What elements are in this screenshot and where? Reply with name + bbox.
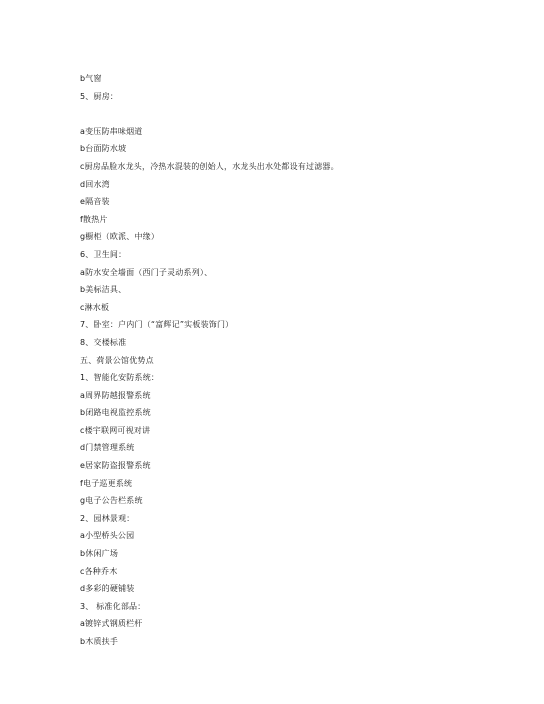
- list-item: a小型桥头公园: [80, 531, 135, 541]
- list-item: b闭路电视监控系统: [80, 408, 151, 418]
- list-item: g电子公告栏系统: [80, 496, 143, 506]
- section-heading: 1、智能化安防系统：: [80, 373, 160, 383]
- list-item: a防水安全墙面（西门子灵动系列）、: [80, 267, 213, 277]
- blank-line: [80, 105, 520, 123]
- list-item: c淋水板: [80, 302, 110, 312]
- list-item: f散热片: [80, 214, 108, 224]
- list-item: f电子巡更系统: [80, 478, 133, 488]
- text-line: b气窗: [80, 74, 102, 83]
- list-item: a镀锌式钢质栏杆: [80, 619, 143, 629]
- list-item: d门禁管理系统: [80, 443, 135, 453]
- list-item: b台面防水坡: [80, 144, 127, 154]
- list-item: a变压防串味烟道: [80, 126, 143, 136]
- list-item: d回水湾: [80, 179, 110, 189]
- list-item: c厨房品脸水龙头，冷热水混装的创始人，水龙头出水处都设有过滤器。: [80, 161, 339, 171]
- section-heading: 8、交楼标准: [80, 337, 127, 347]
- section-heading: 2、园林景观：: [80, 513, 135, 523]
- list-item: c各种乔木: [80, 566, 118, 576]
- section-heading: 6、卫生间：: [80, 249, 127, 259]
- chapter-heading: 五、荷景公馆优势点: [80, 355, 154, 365]
- section-heading: 7、卧室：户内门（“富辉记”实板装饰门）: [80, 320, 234, 330]
- section-heading: 5、厨房：: [80, 91, 119, 101]
- list-item: e隔音装: [80, 197, 110, 207]
- list-item: b木质扶手: [80, 637, 119, 646]
- list-item: b休闲广场: [80, 549, 119, 559]
- list-item: b美标洁具、: [80, 285, 127, 295]
- section-heading: 3、 标准化部品：: [80, 601, 146, 611]
- list-item: e居家防盗报警系统: [80, 461, 151, 471]
- list-item: a周界防越报警系统: [80, 390, 151, 400]
- document-body: [80, 70, 520, 651]
- list-item: d多彩的硬铺装: [80, 584, 135, 594]
- list-item: g橱柜（欧派、中缘）: [80, 232, 160, 242]
- list-item: c楼宇联网可视对讲: [80, 425, 151, 435]
